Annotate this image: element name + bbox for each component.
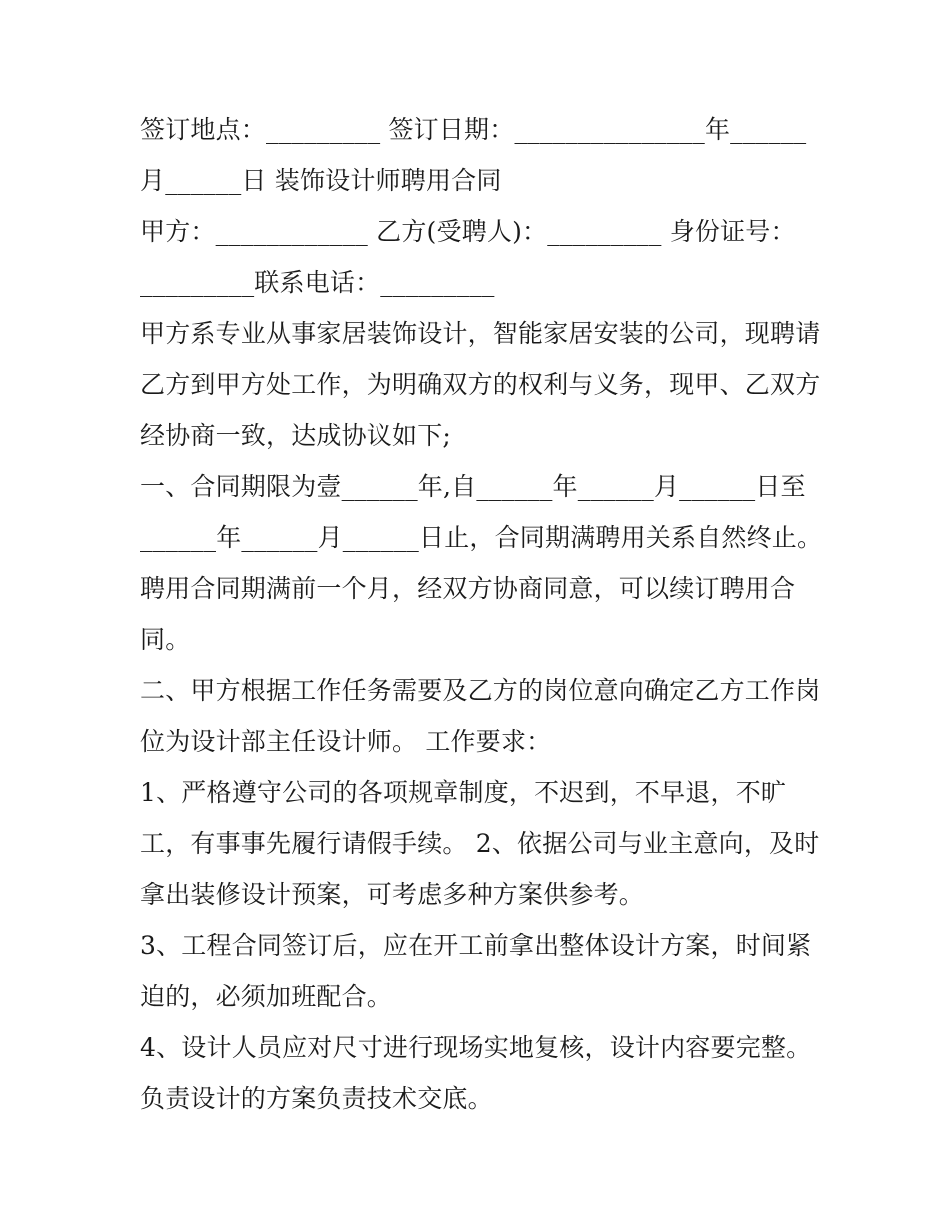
text-line: 甲方：____________ 乙方(受聘人)：_________ 身份证号： — [140, 217, 796, 246]
text-line: 月______日 装饰设计师聘用合同 — [140, 166, 502, 195]
text-line: 3、工程合同签订后，应在开工前拿出整体设计方案，时间紧 — [140, 931, 812, 960]
text-line: 聘用合同期满前一个月，经双方协商同意，可以续订聘用合 — [140, 574, 796, 603]
text-line: 甲方系专业从事家居装饰设计，智能家居安装的公司，现聘请 — [140, 319, 821, 348]
text-line: 拿出装修设计预案，可考虑多种方案供参考。 — [140, 880, 645, 909]
text-line: 位为设计部主任设计师。 工作要求： — [140, 727, 552, 756]
text-line: 迫的，必须加班配合。 — [140, 982, 393, 1011]
text-line: 一、合同期限为壹______年,自______年______月______日至 — [140, 472, 806, 501]
text-line: _________联系电话：_________ — [140, 268, 495, 297]
text-line: 乙方到甲方处工作，为明确双方的权利与义务，现甲、乙双方 — [140, 370, 821, 399]
document-body — [140, 104, 823, 1124]
text-line: 工，有事事先履行请假手续。 2、依据公司与业主意向，及时 — [140, 829, 820, 858]
text-line: 二、甲方根据工作任务需要及乙方的岗位意向确定乙方工作岗 — [140, 676, 821, 705]
text-line: 1、严格遵守公司的各项规章制度，不迟到，不早退，不旷 — [140, 778, 787, 807]
text-line: 4、设计人员应对尺寸进行现场实地复核，设计内容要完整。 — [140, 1033, 812, 1062]
text-line: 经协商一致，达成协议如下; — [140, 421, 452, 450]
text-line: 签订地点：_________ 签订日期：_______________年______ — [140, 115, 807, 144]
text-line: 同。 — [140, 625, 191, 654]
text-line: 负责设计的方案负责技术交底。 — [140, 1084, 493, 1113]
text-line: ______年______月______日止，合同期满聘用关系自然终止。 — [140, 523, 823, 552]
